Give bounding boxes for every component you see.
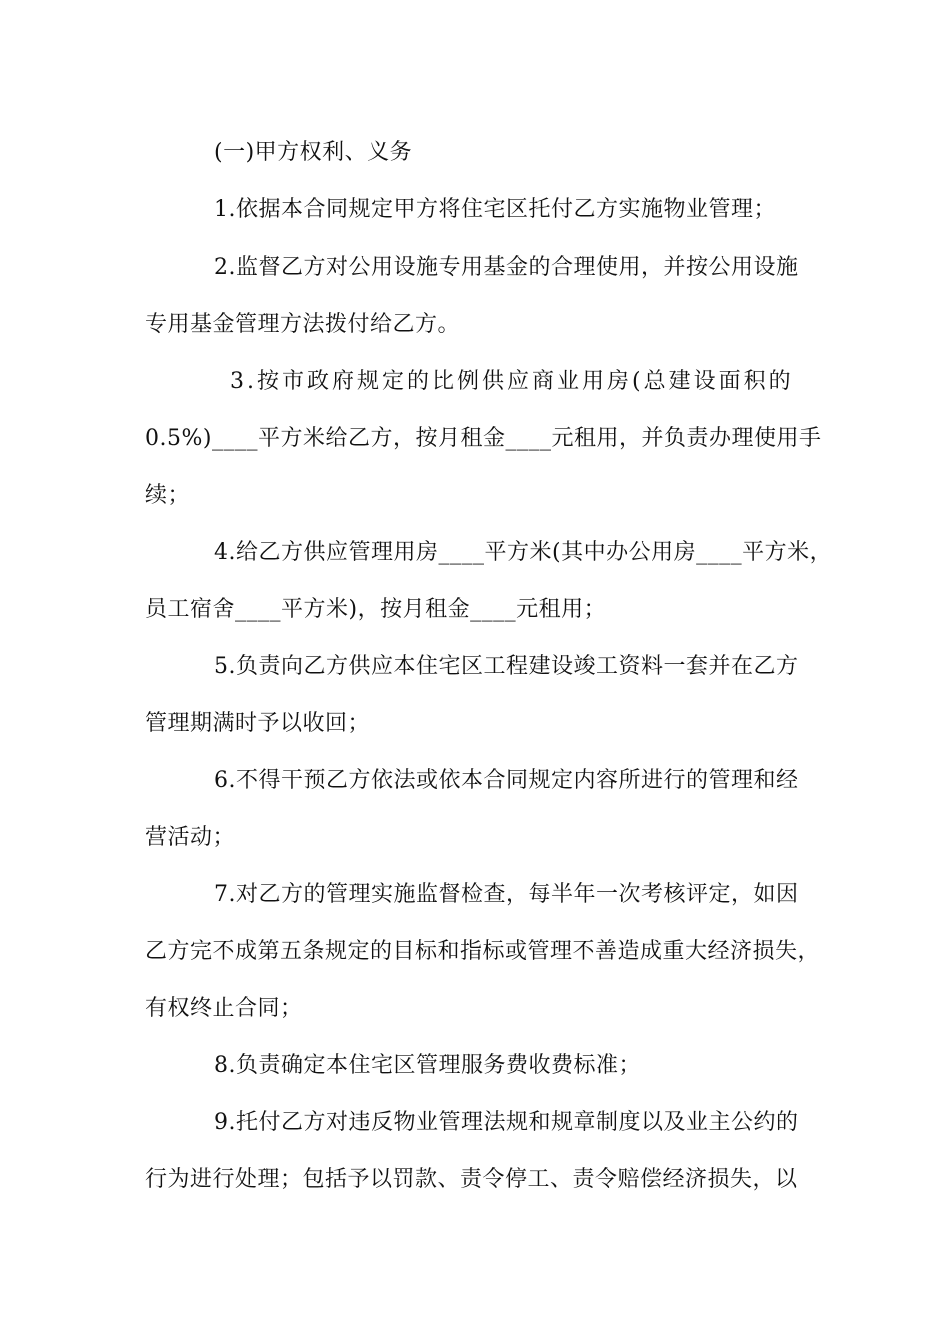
- clause-4-line-1: 4.给乙方供应管理用房____平方米(其中办公用房____平方米，: [214, 540, 833, 565]
- clause-2-line-1: 2.监督乙方对公用设施专用基金的合理使用，并按公用设施: [214, 255, 799, 280]
- clause-4-line-2: 员工宿舍____平方米)，按月租金____元租用；: [145, 597, 607, 622]
- clause-6-line-2: 营活动；: [145, 825, 236, 850]
- clause-2-line-2: 专用基金管理方法拨付给乙方。: [145, 312, 461, 337]
- clause-3-line-2: 0.5%)____平方米给乙方，按月租金____元租用，并负责办理使用手: [145, 426, 822, 451]
- clause-7-line-3: 有权终止合同；: [145, 996, 303, 1021]
- clause-7-line-2: 乙方完不成第五条规定的目标和指标或管理不善造成重大经济损失，: [145, 939, 821, 964]
- clause-5-line-1: 5.负责向乙方供应本住宅区工程建设竣工资料一套并在乙方: [214, 654, 799, 679]
- clause-9-line-1: 9.托付乙方对违反物业管理法规和规章制度以及业主公约的: [214, 1110, 799, 1135]
- clause-3-line-3: 续；: [145, 483, 191, 508]
- clause-7-line-1: 7.对乙方的管理实施监督检查，每半年一次考核评定，如因: [214, 882, 799, 907]
- clause-8: 8.负责确定本住宅区管理服务费收费标准；: [214, 1053, 641, 1078]
- clause-1: 1.依据本合同规定甲方将住宅区托付乙方实施物业管理；: [214, 197, 776, 222]
- clause-5-line-2: 管理期满时予以收回；: [145, 711, 371, 736]
- section-heading: (一)甲方权利、义务: [214, 140, 413, 165]
- clause-9-line-2: 行为进行处理；包括予以罚款、责令停工、责令赔偿经济损失，以: [145, 1167, 798, 1192]
- clause-3-line-1: 3.按市政府规定的比例供应商业用房(总建设面积的: [230, 369, 794, 394]
- clause-6-line-1: 6.不得干预乙方依法或依本合同规定内容所进行的管理和经: [214, 768, 799, 793]
